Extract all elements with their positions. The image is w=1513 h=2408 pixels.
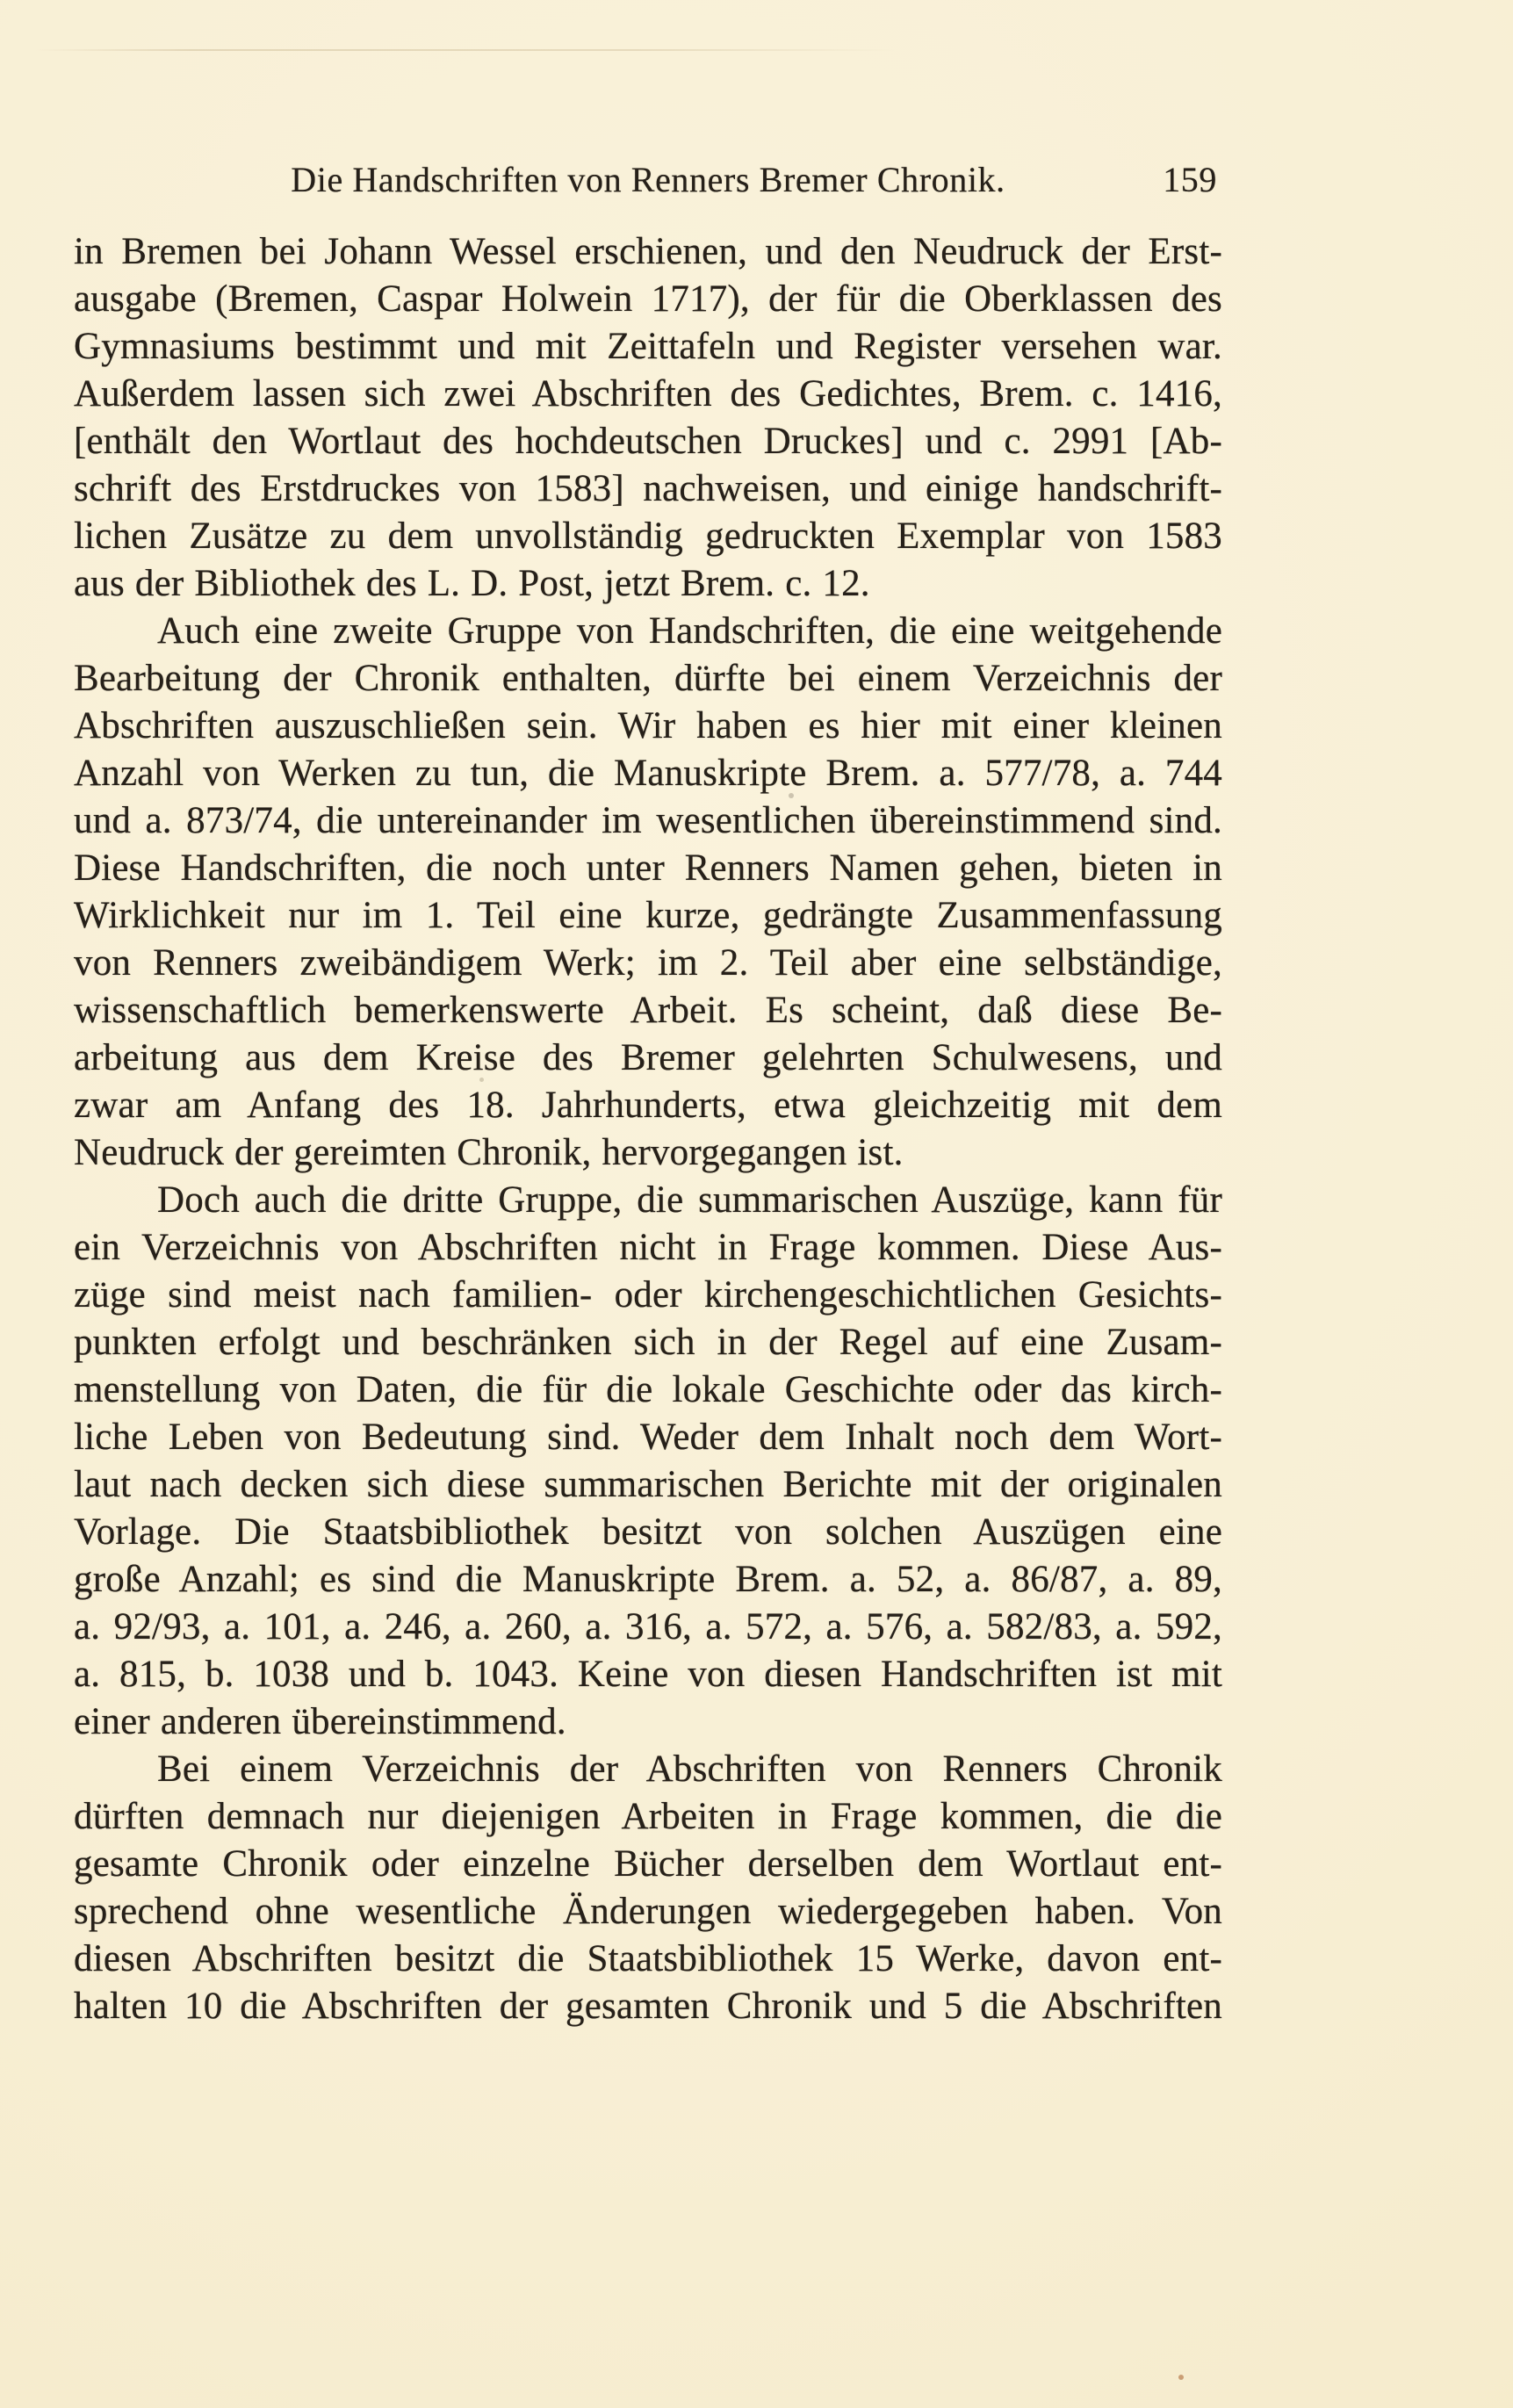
text-line: in Bremen bei Johann Wessel erschienen, und den Neudruck der Erst- [74, 231, 1222, 272]
text-line: Auch eine zweite Gruppe von Handschriften, die eine weitgehende [157, 610, 1222, 652]
text-line: einer anderen übereinstimmend. [74, 1701, 566, 1742]
text-line: ein Verzeichnis von Abschriften nicht in Frage kommen. Diese Aus- [74, 1227, 1222, 1268]
text-line: wissenschaftlich bemerkenswerte Arbeit. Es scheint, daß diese Be- [74, 990, 1222, 1031]
text-line: von Renners zweibändigem Werk; im 2. Teil aber eine selbständige, [74, 942, 1222, 984]
text-line: Anzahl von Werken zu tun, die Manuskripte Brem. a. 577/78, a. 744 [74, 753, 1222, 794]
text-line: große Anzahl; es sind die Manuskripte Brem. a. 52, a. 86/87, a. 89, [74, 1559, 1222, 1600]
text-line: Bei einem Verzeichnis der Abschriften von Renners Chronik [157, 1748, 1222, 1790]
paper-speck [1178, 2375, 1184, 2380]
text-line: sprechend ohne wesentliche Änderungen wiedergegeben haben. Von [74, 1891, 1222, 1932]
text-line: Bearbeitung der Chronik enthalten, dürfte bei einem Verzeichnis der [74, 658, 1222, 699]
text-line: Diese Handschriften, die noch unter Renners Namen gehen, bieten in [74, 847, 1222, 889]
text-line: halten 10 die Abschriften der gesamten Chronik und 5 die Abschriften [74, 1986, 1222, 2027]
text-line: liche Leben von Bedeutung sind. Weder dem Inhalt noch dem Wort- [74, 1417, 1222, 1458]
page-number: 159 [1163, 160, 1217, 199]
text-line: Gymnasiums bestimmt und mit Zeittafeln und Register versehen war. [74, 326, 1222, 367]
text-line: arbeitung aus dem Kreise des Bremer gelehrten Schulwesens, und [74, 1037, 1222, 1078]
text-line: aus der Bibliothek des L. D. Post, jetzt Brem. c. 12. [74, 563, 870, 604]
text-line: ausgabe (Bremen, Caspar Holwein 1717), der für die Oberklassen des [74, 278, 1222, 320]
text-line: a. 92/93, a. 101, a. 246, a. 260, a. 316, a. 572, a. 576, a. 582/83, a. 592, [74, 1606, 1222, 1647]
page-header [74, 161, 1222, 203]
text-block [74, 228, 1222, 2030]
text-line: züge sind meist nach familien- oder kirchengeschichtlichen Gesichts- [74, 1274, 1222, 1316]
text-line: [enthält den Wortlaut des hochdeutschen Druckes] und c. 2991 [Ab- [74, 421, 1222, 462]
text-line: Abschriften auszuschließen sein. Wir haben es hier mit einer kleinen [74, 705, 1222, 746]
text-line: gesamte Chronik oder einzelne Bücher derselben dem Wortlaut ent- [74, 1843, 1222, 1885]
text-line: zwar am Anfang des 18. Jahrhunderts, etwa gleichzeitig mit dem [74, 1085, 1222, 1126]
text-line: diesen Abschriften besitzt die Staatsbibliothek 15 Werke, davon ent- [74, 1938, 1222, 1979]
text-line: und a. 873/74, die untereinander im wesentlichen übereinstimmend sind. [74, 800, 1222, 841]
text-line: Doch auch die dritte Gruppe, die summarischen Auszüge, kann für [157, 1179, 1222, 1221]
text-line: a. 815, b. 1038 und b. 1043. Keine von diesen Handschriften ist mit [74, 1654, 1222, 1695]
paper-crease [35, 49, 896, 51]
text-line: punkten erfolgt und beschränken sich in der Regel auf eine Zusam- [74, 1322, 1222, 1363]
text-line: lichen Zusätze zu dem unvollständig gedruckten Exemplar von 1583 [74, 515, 1222, 557]
text-line: Vorlage. Die Staatsbibliothek besitzt von solchen Auszügen eine [74, 1511, 1222, 1553]
text-line: Neudruck der gereimten Chronik, hervorgegangen ist. [74, 1132, 904, 1173]
text-line: Wirklichkeit nur im 1. Teil eine kurze, gedrängte Zusammenfassung [74, 895, 1222, 936]
text-line: schrift des Erstdruckes von 1583] nachweisen, und einige handschrift- [74, 468, 1222, 509]
running-title: Die Handschriften von Renners Bremer Chronik. [291, 160, 1005, 199]
text-line: laut nach decken sich diese summarischen Berichte mit der originalen [74, 1464, 1222, 1505]
text-line: menstellung von Daten, die für die lokale Geschichte oder das kirch- [74, 1369, 1222, 1410]
text-line: Außerdem lassen sich zwei Abschriften des Gedichtes, Brem. c. 1416, [74, 373, 1222, 415]
text-line: dürften demnach nur diejenigen Arbeiten in Frage kommen, die die [74, 1796, 1222, 1837]
